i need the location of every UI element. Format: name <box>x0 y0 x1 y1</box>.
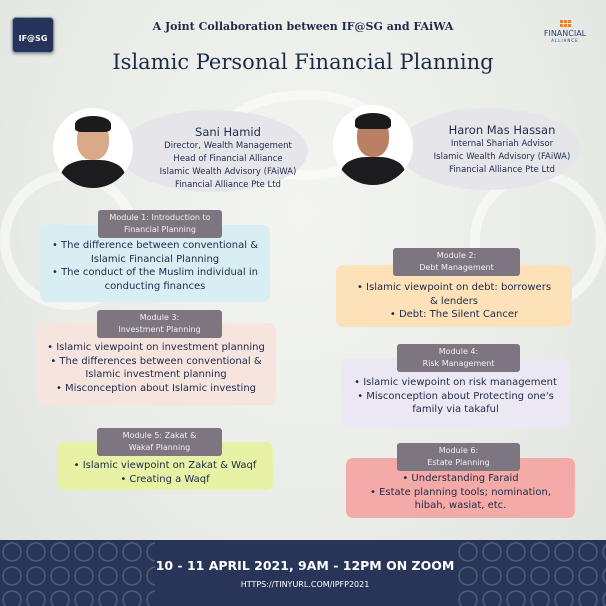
module-item: • Misconception about Islamic investing <box>55 382 257 394</box>
module-item: • Islamic viewpoint on investment planning <box>47 342 265 353</box>
module-item: • The differences between conventional & Islamic investment planning <box>50 355 262 380</box>
module-label-text: Module 5: Zakat & <box>122 431 197 440</box>
page-title: Islamic Personal Financial Planning <box>112 50 494 74</box>
module-item: • Misconception about Protecting one's family via takaful <box>357 390 554 415</box>
speaker-bio <box>118 110 308 192</box>
module-3-label <box>97 310 222 338</box>
speaker-line: Financial Alliance Pte Ltd <box>449 165 555 175</box>
speaker-name: Sani Hamid <box>195 125 261 139</box>
module-6-label <box>397 443 520 471</box>
module-item: • Islamic viewpoint on Zakat & Waqf <box>73 460 257 471</box>
module-item: • Understanding Faraid <box>402 473 519 484</box>
module-label-text: Module 3: <box>139 313 180 322</box>
module-label-text: Investment Planning <box>118 325 201 334</box>
module-item: • Islamic viewpoint on risk management <box>354 377 557 388</box>
footer-info <box>155 540 455 606</box>
speaker-line: Head of Financial Alliance <box>173 154 283 164</box>
speaker-line: Director, Wealth Management <box>164 141 292 151</box>
speaker-line: Islamic Wealth Advisory (FAiWA) <box>159 167 297 177</box>
speaker-line: Internal Shariah Advisor <box>450 139 554 149</box>
module-label-text: Wakaf Planning <box>128 443 191 452</box>
module-2-label <box>393 248 520 276</box>
speaker-photo <box>333 105 413 185</box>
speaker-name: Haron Mas Hassan <box>448 123 556 137</box>
fa-logo-text: FINANCIAL <box>543 29 587 38</box>
speaker-photo <box>53 108 133 188</box>
module-1-label <box>98 210 222 238</box>
module-item: • Debt: The Silent Cancer <box>389 309 519 320</box>
ifsg-logo-text: IF@SG <box>18 34 48 43</box>
module-4-label <box>397 344 520 372</box>
speaker-line: Islamic Wealth Advisory (FAiWA) <box>433 152 571 162</box>
collaboration-text: A Joint Collaboration between IF@SG and FAiWA <box>152 20 454 33</box>
event-url-link[interactable]: HTTPS://TINYURL.COM/IPFP2021 <box>240 580 370 589</box>
module-item: • Estate planning tools; nomination, hibah, wasiat, etc. <box>370 486 551 511</box>
module-item: • Creating a Waqf <box>120 473 210 485</box>
speaker-bio <box>398 108 580 190</box>
module-label-text: Module 6: <box>438 446 479 455</box>
module-item: • Islamic viewpoint on debt: borrowers & lenders <box>356 282 552 307</box>
module-label-text: Estate Planning <box>427 458 490 467</box>
module-5-label <box>97 428 222 456</box>
speaker-line: Financial Alliance Pte Ltd <box>175 180 281 190</box>
module-label-text: Module 4: <box>438 347 479 356</box>
module-label-text: Module 1: Introduction to <box>109 213 211 222</box>
module-label-text: Risk Management <box>422 359 495 368</box>
module-label-text: Financial Planning <box>123 225 197 234</box>
module-item: • The conduct of the Muslim individual in conducting finances <box>52 267 258 292</box>
module-label-text: Module 2: <box>436 251 477 260</box>
fa-logo-sub: ALLIANCE <box>551 38 579 43</box>
module-item: • The difference between conventional & Islamic Financial Planning <box>51 240 259 265</box>
module-label-text: Debt Management <box>419 263 494 272</box>
event-date: 10 - 11 APRIL 2021, 9AM - 12PM ON ZOOM <box>155 558 455 573</box>
